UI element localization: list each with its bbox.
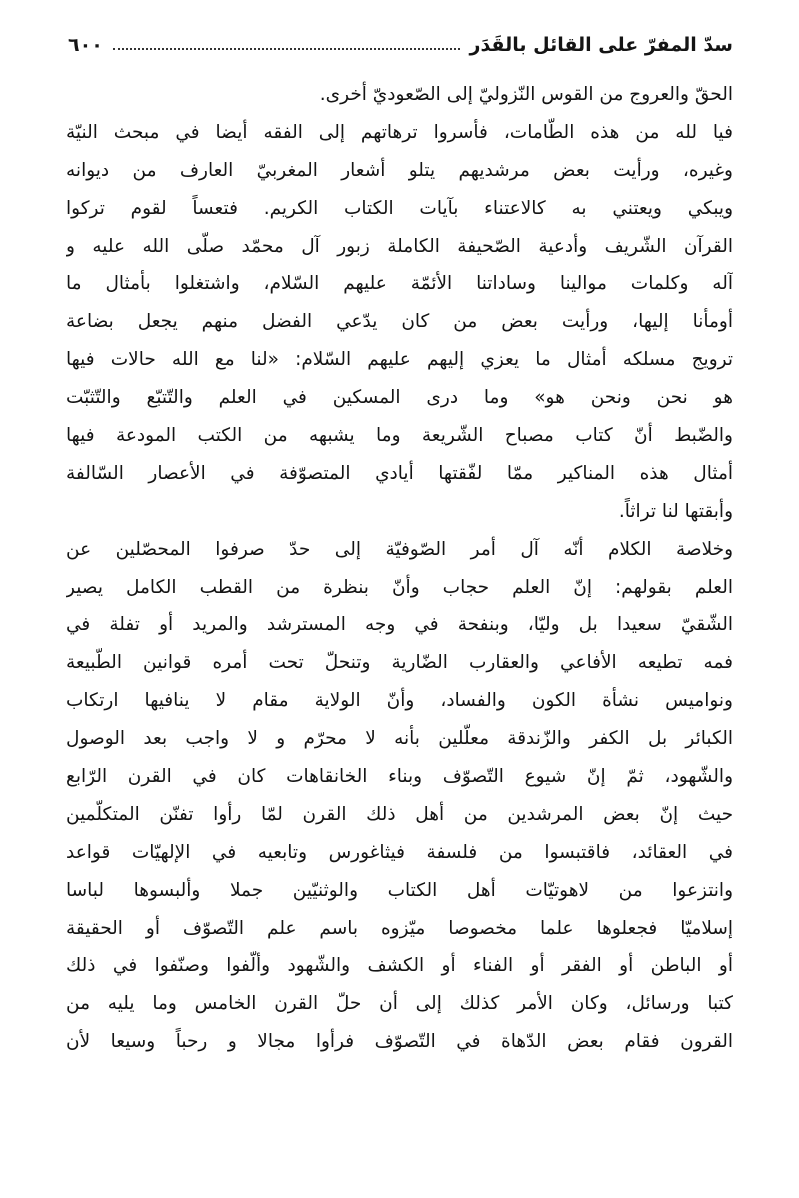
text-line: أو الباطن أو الفقر أو الفناء أو الكشف والشّهود وألّفوا وصنّفوا في ذلك [66, 955, 733, 977]
text-line: في العقائد، فاقتبسوا من فلسفة فيثاغورس وتابعيه في الإلهيّات قواعد [66, 841, 733, 863]
text-line: كتبا ورسائل، وكان الأمر كذلك إلى أن حلّ القرن الخامس وما يليه من [66, 993, 733, 1015]
text-line: حيث إنّ بعض المرشدين من أهل ذلك القرن لمّا رأوا تفنّن المتكلّمين [66, 803, 733, 825]
text-line: الشّقيّ سعيدا بل وليّا، وبنفحة في وجه المسترشد والمريد أو تفلة في [66, 614, 733, 636]
text-line: إسلاميّا فجعلوها علما مخصوصا ميّزوه باسم علم التّصوّف أو الحقيقة [66, 917, 733, 939]
text-line: القرآن الشّريف وأدعية الصّحيفة الكاملة زبور آل محمّد صلّى الله عليه و [66, 235, 733, 257]
running-header [68, 31, 733, 59]
text-line: ترويج مسلكه أمثال ما يعزي إليهم عليهم السّلام: «لنا مع الله حالات فيها [66, 349, 733, 371]
text-line: وأبقتها لنا تراثاً. [618, 500, 733, 522]
text-line: وانتزعوا من لاهوتيّات أهل الكتاب والوثنيّين جملا وألبسوها لباسا [66, 879, 733, 901]
text-line: القرون فقام بعض الدّهاة في التّصوّف فرأوا مجالا و رحباً وسيعا لأن [66, 1031, 733, 1053]
text-line: ويبكي ويعتني به كالاعتناء بآيات الكتاب الكريم. فتعساً لقوم تركوا [66, 197, 733, 219]
text-line: فيا لله من هذه الطّامات، فأسروا ترهاتهم إلى الفقه أيضا في مبحث النيّة [66, 121, 733, 143]
text-line: وغيره، ورأيت بعض مرشديهم يتلو أشعار المغربيّ العارف من ديوانه [66, 159, 733, 181]
header-dotted-leader [113, 48, 460, 50]
text-line: ونواميس نشأة الكون والفساد، وأنّ الولاية مقام لا ينافيها ارتكاب [66, 690, 733, 712]
text-line: والشّهود، ثمّ إنّ شيوع التّصوّف وبناء الخانقاهات كان في القرن الرّابع [66, 766, 733, 788]
text-line: الحقّ والعروج من القوس النّزوليّ إلى الصّعوديّ أخرى. [319, 84, 733, 105]
page-number: ٦٠٠ [68, 34, 103, 56]
text-line: هو نحن ونحن هو» وما درى المسكين في العلم والتّتبّع والتّثبّت [66, 387, 733, 409]
text-line: أومأنا إليها، ورأيت بعض من كان يدّعي الفضل منهم يجعل بضاعة [66, 311, 733, 333]
text-line: وخلاصة الكلام أنّه آل أمر الصّوفيّة إلى حدّ صرفوا المحصّلين عن [66, 538, 733, 560]
text-line: فمه تطيعه الأفاعي والعقارب الضّارية وتنحلّ تحت أمره قوانين الطّبيعة [66, 652, 733, 674]
text-line: الكبائر بل الكفر والزّندقة معلّلين بأنه لا محرّم و لا واجب بعد الوصول [66, 728, 733, 750]
running-title: سدّ المفرّ على القائل بالقَدَر [469, 34, 733, 56]
text-line: أمثال هذه المناكير ممّا لفّقتها أيادي المتصوّفة في الأعصار السّالفة [66, 462, 733, 484]
text-line: العلم بقولهم: إنّ العلم حجاب وأنّ بنظرة من القطب الكامل يصير [66, 576, 733, 598]
text-line: والضّبط أنّ كتاب مصباح الشّريعة وما يشبهه من الكتب المودعة فيها [66, 425, 733, 447]
text-line: آله وكلمات موالينا وساداتنا الأئمّة عليهم السّلام، واشتغلوا بأمثال ما [66, 273, 733, 295]
body-text [66, 76, 733, 1061]
